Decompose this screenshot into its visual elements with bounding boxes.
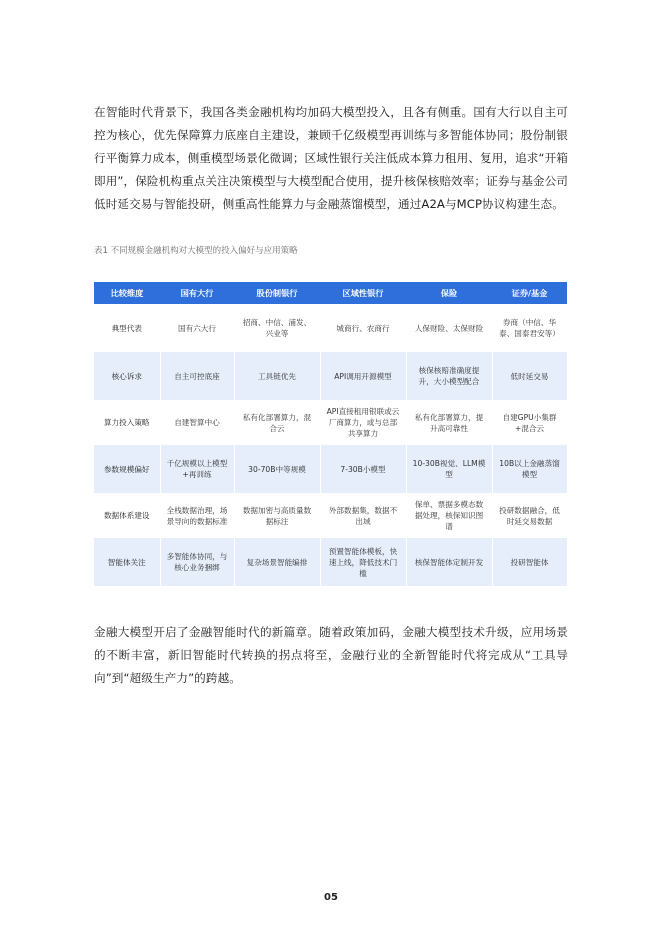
table-row [94,304,567,352]
table-cell: 自主可控底座 [160,352,234,400]
table-cell: 低时延交易 [492,352,567,400]
header-regional-banks: 区域性银行 [320,282,406,304]
table-cell: 私有化部署算力，混合云 [234,400,320,445]
table-cell: 投研数据融合，低时延交易数据 [492,493,567,538]
table-cell: 10B以上金融蒸馏模型 [492,445,567,493]
table-row [94,445,567,493]
table-cell: 核保智能体定制开发 [406,538,492,586]
table-cell: 30-70B中等规模 [234,445,320,493]
table-cell: 招商、中信、浦发、兴业等 [234,304,320,352]
row-label: 核心诉求 [94,352,160,400]
table-cell: 全栈数据治理，场景导向的数据标准 [160,493,234,538]
table-cell: 自建GPU小集群+混合云 [492,400,567,445]
table-cell: 国有六大行 [160,304,234,352]
table-row [94,400,567,445]
table-cell: 工具链优先 [234,352,320,400]
row-label: 典型代表 [94,304,160,352]
table-cell: API直接租用银联或云厂商算力，或与总部共享算力 [320,400,406,445]
table-cell: 7-30B小模型 [320,445,406,493]
table-cell: 多智能体协同，与核心业务捆绑 [160,538,234,586]
table-row [94,538,567,586]
row-label: 智能体关注 [94,538,160,586]
table-cell: 数据加密与高质量数据标注 [234,493,320,538]
table-cell: 保单、票据多模态数据处理，核保知识图谱 [406,493,492,538]
table-cell: 券商（中信、华泰、国泰君安等） [492,304,567,352]
header-insurance: 保险 [406,282,492,304]
table-cell: 外部数据集，数据不出域 [320,493,406,538]
table-cell: 投研智能体 [492,538,567,586]
table-cell: 自建智算中心 [160,400,234,445]
table-cell: 城商行、农商行 [320,304,406,352]
header-securities-funds: 证券/基金 [492,282,567,304]
table-cell: 核保核赔准确度提升，大小模型配合 [406,352,492,400]
table-cell: API调用开源模型 [320,352,406,400]
page-number: 05 [324,892,338,903]
table-cell: 私有化部署算力，提升高可靠性 [406,400,492,445]
table-row [94,352,567,400]
comparison-table [94,282,568,586]
intro-paragraph: 在智能时代背景下，我国各类金融机构均加码大模型投入，且各有侧重。国有大行以自主可控为核心，优先保障算力底座自主建设，兼顾千亿级模型再训练与多智能体协同；股份制银行平衡算力成本，侧重模型场景化微调；区域性银行关注低成本算力租用、复用，追求“开箱即用”，保险机构重点关注决策模型与大模型配合使用，提升核保核赔效率；证券与基金公司低时延交易与智能投研，侧重高性能算力与金融蒸馏模型，通过A2A与MCP协议构建生态。 [94,105,568,211]
table-cell: 千亿规模以上模型+再训练 [160,445,234,493]
table-header-row [94,282,567,304]
table-caption: 表1 不同规模金融机构对大模型的投入偏好与应用策略 [94,246,298,256]
row-label: 算力投入策略 [94,400,160,445]
header-dimension: 比较维度 [94,282,160,304]
table-cell: 人保财险、太保财险 [406,304,492,352]
table-cell: 复杂场景智能编排 [234,538,320,586]
table-row [94,493,567,538]
header-joint-stock-banks: 股份制银行 [234,282,320,304]
table-cell: 10-30B视觉、LLM模型 [406,445,492,493]
table-cell: 预置智能体模板，快速上线，降低技术门槛 [320,538,406,586]
conclusion-paragraph: 金融大模型开启了金融智能时代的新篇章。随着政策加码，金融大模型技术升级，应用场景的不断丰富，新旧智能时代转换的拐点将至，金融行业的全新智能时代将完成从“工具导向”到“超级生产力”的跨越。 [94,625,568,685]
header-state-banks: 国有大行 [160,282,234,304]
row-label: 参数规模偏好 [94,445,160,493]
row-label: 数据体系建设 [94,493,160,538]
